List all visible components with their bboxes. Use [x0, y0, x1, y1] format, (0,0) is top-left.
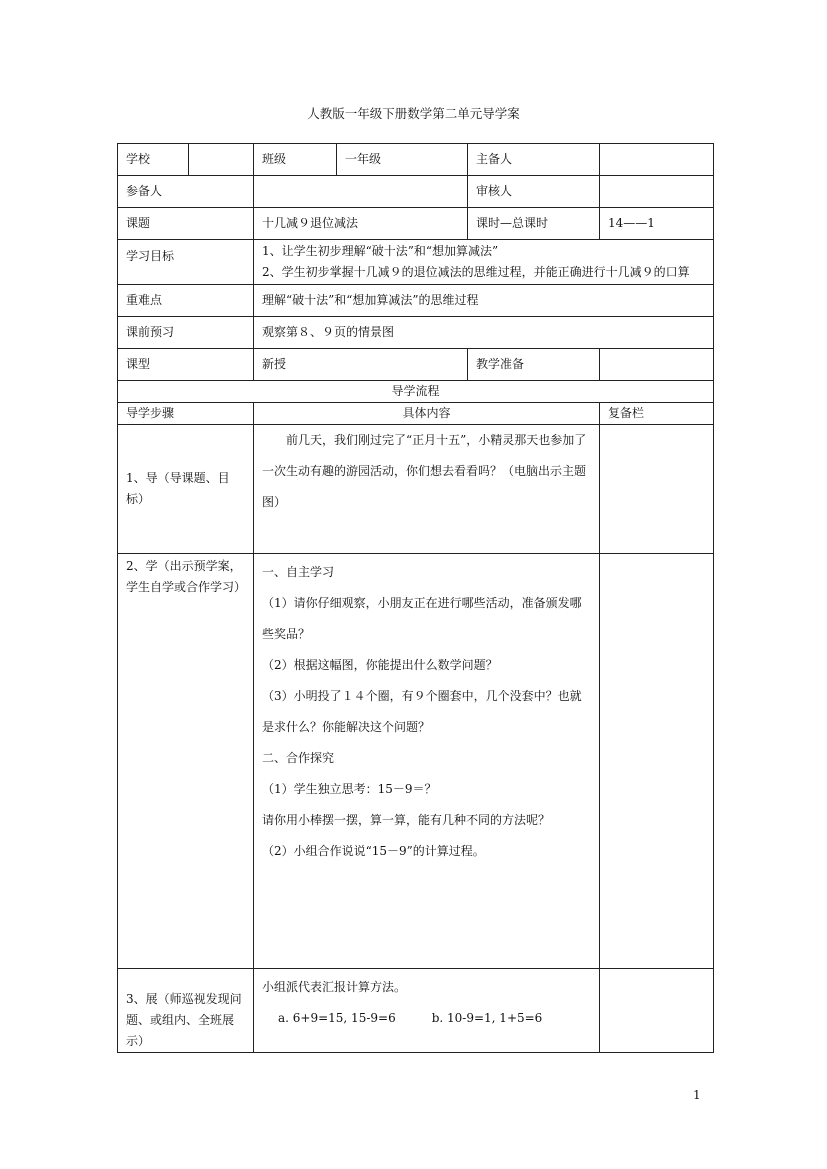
goal-2: 2、学生初步掌握十几减９的退位减法的思维过程，并能正确进行十几减９的口算 [262, 265, 690, 279]
lesson-plan-table [117, 143, 714, 1053]
step2-line: （1）请你仔细观察，小朋友正在进行哪些活动，准备颁发哪些奖品？ [262, 596, 582, 641]
step2-line: （1）学生独立思考：15－9＝？ [262, 782, 437, 796]
row-step-3 [118, 969, 714, 1053]
topic-label: 课题 [118, 208, 254, 240]
period-value: 14——1 [600, 208, 714, 240]
school-label: 学校 [118, 144, 189, 176]
class-label: 班级 [254, 144, 337, 176]
row-step-2 [118, 554, 714, 969]
reviewer-value [600, 176, 714, 208]
row-step-1 [118, 425, 714, 554]
goal-1: 1、让学生初步理解“破十法”和“想加算减法” [262, 244, 499, 258]
row-type [118, 349, 714, 381]
goal-content [254, 240, 714, 285]
topic-value: 十几减９退位减法 [254, 208, 468, 240]
preview-value: 观察第８、９页的情景图 [254, 317, 714, 349]
step1-notes [600, 425, 714, 554]
row-topic [118, 208, 714, 240]
col-notes: 复备栏 [600, 403, 714, 425]
lead-label: 主备人 [468, 144, 600, 176]
step1-text: 前几天，我们刚过完了“正月十五”，小精灵那天也参加了一次生动有趣的游园活动，你们想去看看吗？（电脑出示主题图） [262, 433, 587, 509]
page-number: 1 [693, 1088, 701, 1102]
step2-line: 请你用小棒摆一摆，算一算，能有几种不同的方法呢？ [262, 813, 551, 827]
step2-line: 一、自主学习 [262, 565, 335, 579]
step2-line: （2）小组合作说说“15－9”的计算过程。 [262, 844, 485, 858]
method-b: b. 10-9=1, 1+5=6 [431, 1011, 543, 1025]
key-label: 重难点 [118, 285, 254, 317]
step2-line: （2）根据这幅图，你能提出什么数学问题？ [262, 658, 498, 672]
period-label: 课时—总课时 [468, 208, 600, 240]
method-a: a. 6+9=15, 15-9=6 [278, 1011, 396, 1025]
row-co [118, 176, 714, 208]
step2-line: 二、合作探究 [262, 751, 335, 765]
page-title: 人教版一年级下册数学第二单元导学案 [307, 106, 520, 121]
prep-label: 教学准备 [468, 349, 600, 381]
step2-notes [600, 554, 714, 969]
step1-content [254, 425, 600, 554]
class-value: 一年级 [337, 144, 468, 176]
step2-line: （3）小明投了１４个圈，有９个圈套中，几个没套中？也就是求什么？你能解决这个问题？ [262, 689, 582, 734]
row-goal [118, 240, 714, 285]
col-steps: 导学步骤 [118, 403, 254, 425]
prep-value [600, 349, 714, 381]
step3-content [254, 969, 600, 1053]
reviewer-label: 审核人 [468, 176, 600, 208]
step2-content [254, 554, 600, 969]
lead-value [600, 144, 714, 176]
co-label: 参备人 [118, 176, 254, 208]
step3-label: 3、展（师巡视发现问题、或组内、全班展示） [118, 969, 254, 1053]
step3-notes [600, 969, 714, 1053]
row-school [118, 144, 714, 176]
type-value: 新授 [254, 349, 468, 381]
row-key [118, 285, 714, 317]
step2-label: 2、学（出示预学案，学生自学或合作学习） [118, 554, 254, 969]
flow-heading: 导学流程 [118, 381, 714, 403]
row-flow-heading [118, 381, 714, 403]
step3-line: 小组派代表汇报计算方法。 [262, 980, 407, 994]
row-flow-columns [118, 403, 714, 425]
type-label: 课型 [118, 349, 254, 381]
step3-methods [262, 1003, 591, 1034]
school-value [189, 144, 254, 176]
step1-label: 1、导（导课题、目标） [118, 425, 254, 554]
preview-label: 课前预习 [118, 317, 254, 349]
row-preview [118, 317, 714, 349]
goal-label: 学习目标 [118, 240, 254, 285]
key-value: 理解“破十法”和“想加算减法”的思维过程 [254, 285, 714, 317]
co-value [254, 176, 468, 208]
col-content: 具体内容 [254, 403, 600, 425]
